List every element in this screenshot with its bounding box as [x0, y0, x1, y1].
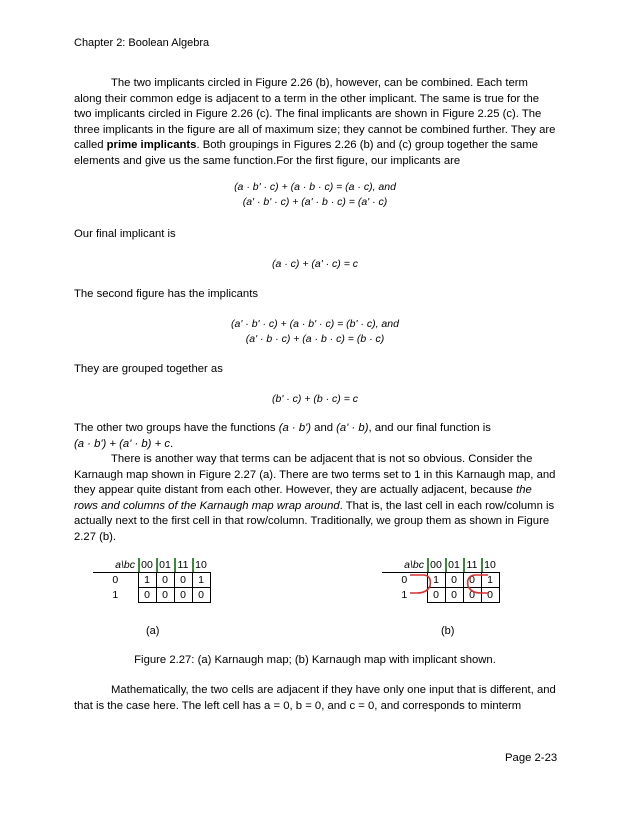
kmap-a-row-label: 0 [93, 573, 138, 588]
equation-3-line-1: (a' · b' · c) + (a · b' · c) = (b' · c), and [231, 318, 399, 330]
kmap-a-col-header: 01 [156, 558, 174, 573]
p2-text-d: . [169, 437, 174, 450]
kmap-b-cell: 0 [427, 588, 445, 603]
kmap-b-cell: 0 [445, 573, 463, 588]
kmap-a-cell: 1 [192, 573, 210, 588]
text-second-figure: The second figure has the implicants [74, 288, 258, 300]
kmap-a-cell: 0 [156, 573, 174, 588]
p3-text-b: . That is, the last cell in each row/column is actually next to the first cell in that row/column. Traditionally, we group them as shown in Figure 2.27 (b). [74, 499, 555, 543]
p1-bold-term: prime implicants [106, 139, 197, 151]
p2-final-function: (a · b') + (a' · b) + c [74, 437, 170, 450]
p2-function-2: (a' · b) [336, 422, 369, 434]
kmap-a-cell: 0 [174, 573, 192, 588]
kmap-a-cell: 0 [156, 588, 174, 603]
kmap-b-cell: 0 [481, 588, 499, 603]
paragraph-other-groups [74, 421, 556, 452]
figure-label-a: (a) [146, 625, 160, 637]
p2-function-1: (a · b') [278, 422, 312, 434]
p2-text-a: The other two groups have the functions [74, 422, 279, 434]
equation-3-line-2: (a' · b · c) + (a · b · c) = (b · c) [245, 332, 385, 345]
kmap-b-cell: 0 [463, 588, 481, 603]
kmap-a-cell: 1 [138, 573, 156, 588]
kmap-a-cell: 0 [192, 588, 210, 603]
equation-4: (b' · c) + (b · c) = c [271, 393, 358, 405]
kmap-b-cell: 1 [427, 573, 445, 588]
p2-text-b: and [311, 422, 337, 434]
figure-caption: Figure 2.27: (a) Karnaugh map; (b) Karnaugh map with implicant shown. [134, 654, 496, 666]
paragraph-wrap-around [74, 452, 556, 545]
page-number: Page 2-23 [505, 752, 558, 764]
kmap-b-col-header: 01 [445, 558, 463, 573]
kmap-b-row-label: 0 [382, 573, 427, 588]
p1-text-b: . Both groupings in Figures 2.26 (b) and (c) group together the same elements and give us the same function.For the first figure, our implicants are [74, 139, 539, 167]
paragraph-mathematically: Mathematically, the two cells are adjacent if they have only one input that is different, and that is the case here. The left cell has a = 0, b = 0, and c = 0, and corresponds to minterm [74, 684, 556, 712]
karnaugh-map-a [93, 558, 211, 603]
kmap-a-col-header: 00 [138, 558, 156, 573]
kmap-a-cell: 0 [174, 588, 192, 603]
implicant-arc-right [468, 575, 488, 593]
equation-1-line-1: (a · b' · c) + (a · b · c) = (a · c), and [234, 181, 396, 193]
text-final-implicant: Our final implicant is [74, 228, 176, 240]
kmap-b-col-header: 00 [427, 558, 445, 573]
p3-italic-phrase: the rows and columns of the Karnaugh map wrap around [74, 484, 532, 512]
text-grouped: They are grouped together as [74, 363, 223, 375]
kmap-a-row-label: 1 [93, 588, 138, 603]
kmap-b-col-header: 11 [463, 558, 481, 573]
p1-text-a: The two implicants circled in Figure 2.26 (b), however, can be combined. Each term along their common edge is adjacent to a term in the other implicant. The same is true for the two implicants circled in Figure 2.26 (c). The final implicants are shown in Figure 2.25 (c). The three implicants in the figure are all of maximum size; they cannot be combined further. They are called [74, 77, 556, 151]
p2-text-c: , and our final function is [368, 422, 491, 434]
chapter-header: Chapter 2: Boolean Algebra [74, 37, 210, 49]
kmap-b-cell: 0 [445, 588, 463, 603]
implicant-wrap-arcs [380, 560, 500, 610]
equation-block-1 [0, 180, 630, 209]
kmap-a-col-header: 10 [192, 558, 210, 573]
equation-1-line-2: (a' · b' · c) + (a' · b · c) = (a' · c) [242, 195, 388, 208]
kmap-b-row-label: 1 [382, 588, 427, 603]
kmap-a-corner: a\bc [93, 558, 138, 573]
p3-text-a: There is another way that terms can be adjacent that is not so obvious. Consider the Karnaugh map shown in Figure 2.27 (a). There are two terms set to 1 in this Karnaugh map, and they appear quite distant from each other. However, they are actually adjacent, because [74, 453, 556, 496]
figure-label-b: (b) [441, 625, 455, 637]
kmap-a-cell: 0 [138, 588, 156, 603]
kmap-b-cell: 0 [463, 573, 481, 588]
kmap-b-corner: a\bc [382, 558, 427, 573]
kmap-b-col-header: 10 [481, 558, 499, 573]
kmap-b-cell: 1 [481, 573, 499, 588]
equation-block-3 [0, 317, 630, 346]
paragraph-prime-implicants [74, 76, 556, 169]
implicant-arc-left [410, 575, 430, 593]
equation-2: (a · c) + (a' · c) = c [271, 258, 358, 270]
kmap-a-col-header: 11 [174, 558, 192, 573]
